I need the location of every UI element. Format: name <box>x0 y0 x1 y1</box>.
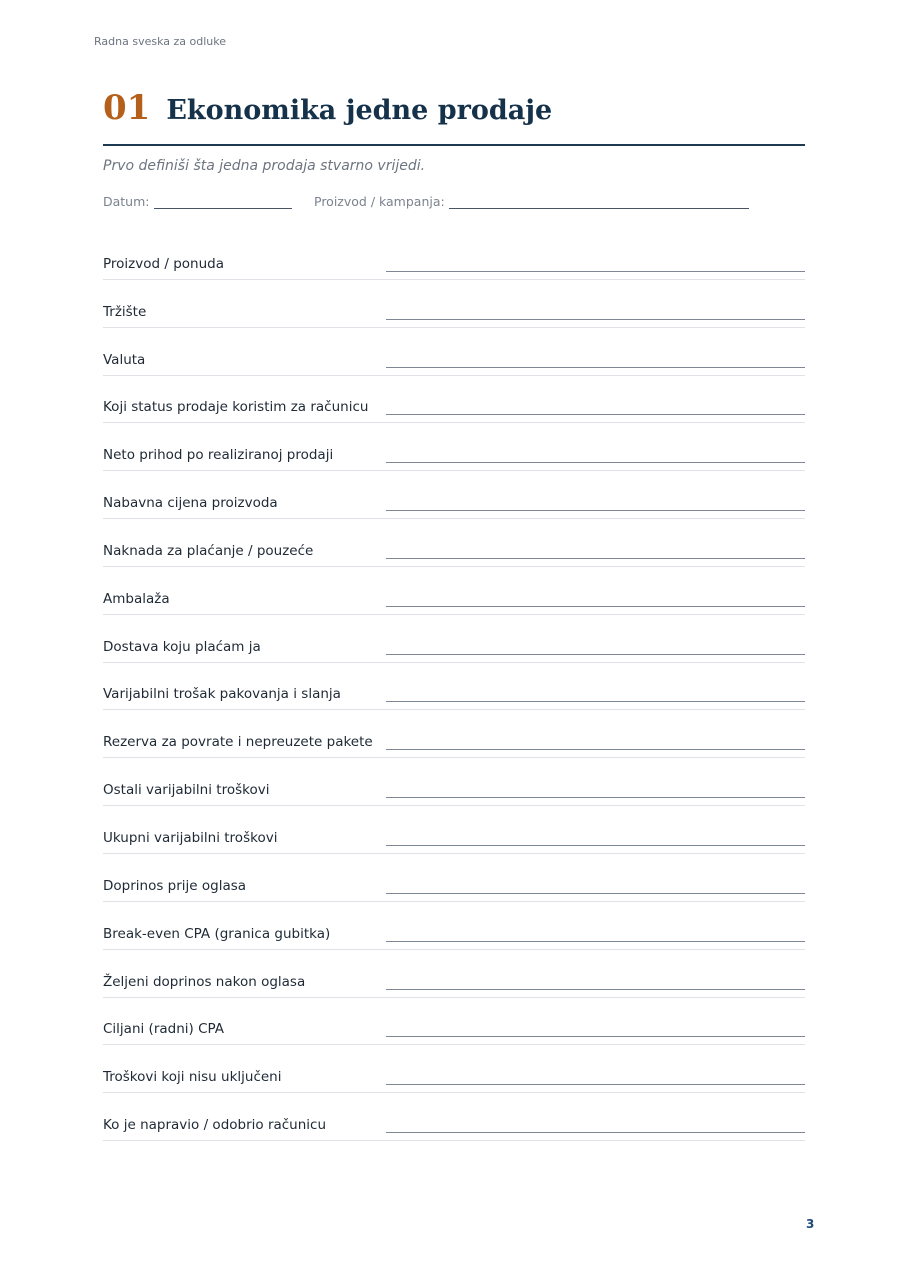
answer-line[interactable] <box>386 319 805 320</box>
worksheet-row <box>103 471 805 519</box>
answer-line[interactable] <box>386 367 805 368</box>
row-label: Ukupni varijabilni troškovi <box>103 829 278 846</box>
row-label: Neto prihod po realiziranoj prodaji <box>103 447 334 464</box>
worksheet-row <box>103 376 805 424</box>
worksheet-row <box>103 758 805 806</box>
row-label: Break-even CPA (granica gubitka) <box>103 925 331 942</box>
answer-line[interactable] <box>386 749 805 750</box>
answer-line[interactable] <box>386 558 805 559</box>
answer-line[interactable] <box>386 414 805 415</box>
row-label: Ko je napravio / odobrio računicu <box>103 1117 327 1134</box>
row-label: Varijabilni trošak pakovanja i slanja <box>103 686 341 703</box>
product-field <box>314 194 749 209</box>
answer-line[interactable] <box>386 941 805 942</box>
worksheet-row <box>103 328 805 376</box>
row-label: Tržište <box>103 303 147 320</box>
answer-line[interactable] <box>386 989 805 990</box>
section-number: 01 <box>103 88 151 128</box>
answer-line[interactable] <box>386 510 805 511</box>
answer-line[interactable] <box>386 462 805 463</box>
row-label: Rezerva za povrate i nepreuzete pakete <box>103 734 373 751</box>
worksheet-row <box>103 615 805 663</box>
row-label: Proizvod / ponuda <box>103 255 224 272</box>
answer-line[interactable] <box>386 606 805 607</box>
worksheet-rows <box>103 232 805 1141</box>
product-fill-line[interactable] <box>449 208 749 209</box>
row-label: Ambalaža <box>103 590 170 607</box>
answer-line[interactable] <box>386 797 805 798</box>
worksheet-row <box>103 806 805 854</box>
worksheet-row <box>103 280 805 328</box>
row-label: Valuta <box>103 351 146 368</box>
worksheet-row <box>103 854 805 902</box>
product-label: Proizvod / kampanja: <box>314 194 445 209</box>
row-label: Dostava koju plaćam ja <box>103 638 261 655</box>
answer-line[interactable] <box>386 1036 805 1037</box>
answer-line[interactable] <box>386 845 805 846</box>
row-label: Naknada za plaćanje / pouzeće <box>103 542 314 559</box>
worksheet-row <box>103 663 805 711</box>
worksheet-row <box>103 423 805 471</box>
row-label: Ostali varijabilni troškovi <box>103 782 270 799</box>
row-label: Troškovi koji nisu uključeni <box>103 1069 282 1086</box>
row-label: Ciljani (radni) CPA <box>103 1021 225 1038</box>
section-heading <box>103 88 805 146</box>
answer-line[interactable] <box>386 893 805 894</box>
worksheet-row <box>103 567 805 615</box>
section-subtitle: Prvo definiši šta jedna prodaja stvarno vrijedi. <box>103 158 426 174</box>
worksheet-row <box>103 232 805 280</box>
answer-line[interactable] <box>386 271 805 272</box>
row-label: Koji status prodaje koristim za računicu <box>103 399 369 416</box>
worksheet-row <box>103 519 805 567</box>
worksheet-row <box>103 950 805 998</box>
answer-line[interactable] <box>386 1084 805 1085</box>
running-header: Radna sveska za odluke <box>94 35 226 48</box>
date-label: Datum: <box>103 194 150 209</box>
row-label: Doprinos prije oglasa <box>103 877 247 894</box>
worksheet-row <box>103 998 805 1046</box>
worksheet-row <box>103 710 805 758</box>
worksheet-row <box>103 1093 805 1141</box>
row-label: Željeni doprinos nakon oglasa <box>103 973 306 990</box>
answer-line[interactable] <box>386 701 805 702</box>
worksheet-row <box>103 1045 805 1093</box>
page-number: 3 <box>806 1217 815 1231</box>
worksheet-row <box>103 902 805 950</box>
row-label: Nabavna cijena proizvoda <box>103 495 278 512</box>
date-fill-line[interactable] <box>154 208 292 209</box>
answer-line[interactable] <box>386 1132 805 1133</box>
section-title: Ekonomika jedne prodaje <box>166 95 553 126</box>
date-field <box>103 194 292 209</box>
answer-line[interactable] <box>386 654 805 655</box>
